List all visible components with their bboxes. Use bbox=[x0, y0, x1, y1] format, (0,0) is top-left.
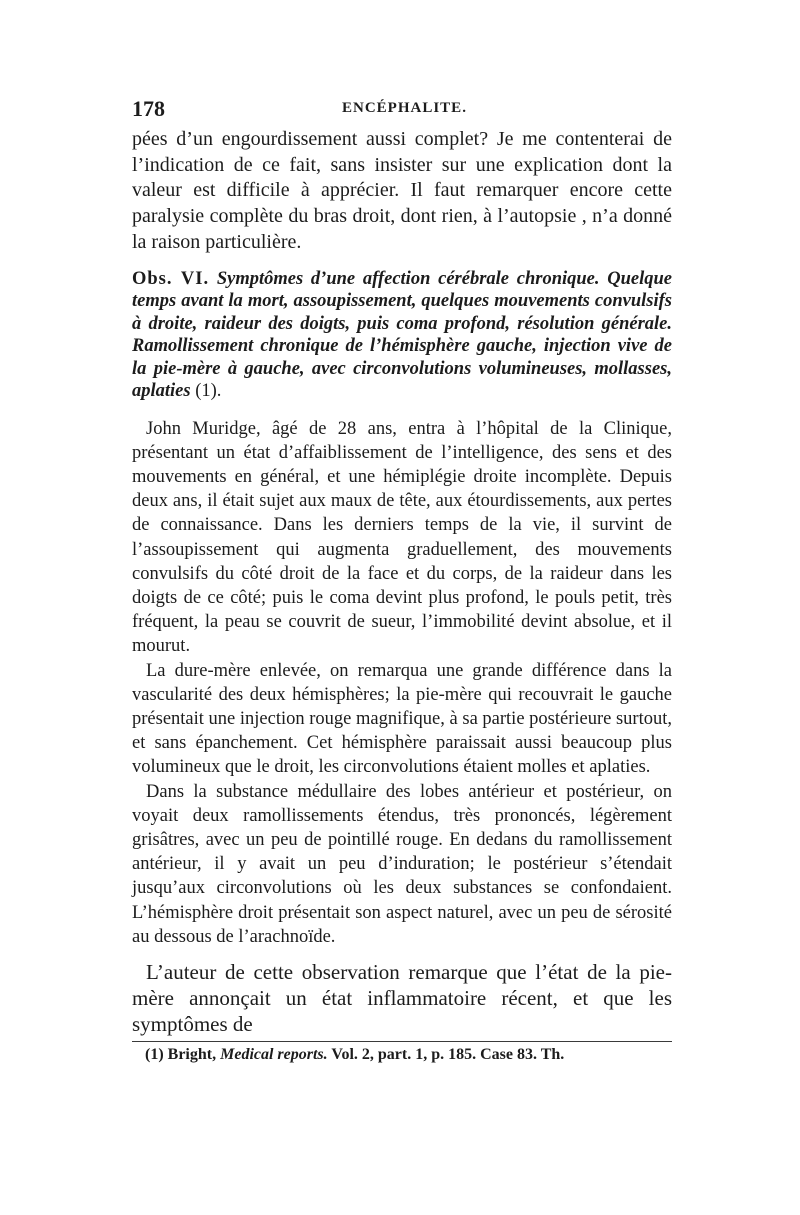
footnote-work-title: Medical reports. bbox=[220, 1046, 328, 1063]
closing-paragraph: L’auteur de cette observation remarque que l’état de la pie-mère annonçait un état inflammatoire récent, et que les symptômes de bbox=[132, 959, 672, 1036]
case-paragraph-3: Dans la substance médullaire des lobes antérieur et postérieur, on voyait deux ramollissements étendus, très prononcés, légèrement grisâtres, avec un peu de pointillé rouge. En dedans du ramollissement antérieur, il y avait un peu d’induration; le postérieur s’étendait jusqu’aux circonvolutions où les deux substances se confondaient. L’hémisphère droit présentait son aspect naturel, avec un peu de sérosité au dessous de l’arachnoïde. bbox=[132, 781, 672, 947]
page-header bbox=[132, 96, 672, 126]
observation-heading bbox=[132, 268, 672, 403]
observation-note-ref: (1). bbox=[190, 381, 222, 402]
case-paragraph-1: John Muridge, âgé de 28 ans, entra à l’hôpital de la Clinique, présentant un état d’affaiblissement de l’intelligence, des sens et des mouvements en général, et une hémiplégie droite incomplète. Depuis deux ans, il était sujet aux maux de tête, aux étourdissements, aux pertes de connaissance. Dans les derniers temps de la vie, il survint de l’assoupissement qui augmenta graduellement, des mouvements convulsifs du côté droit de la face et du corps, de la raideur dans les doigts de ce côté; puis le coma devint plus profond, le pouls petit, très fréquent, la peau se couvrit de sueur, l’immobilité devint absolue, et il mourut. bbox=[132, 418, 672, 657]
observation-title: Symptômes d’une affection cérébrale chronique. Quelque temps avant la mort, assoupissement, quelques mouvements convulsifs à droite, raideur des doigts, puis coma profond, résolution générale. Ramollissement chronique de l’hémisphère gauche, injection vive de la pie-mère à gauche, avec circonvolutions volumineuses, mollasses, aplaties bbox=[132, 268, 672, 402]
footnote-marker: (1) Bright, bbox=[145, 1046, 221, 1063]
observation-label: Obs. VI. bbox=[132, 268, 210, 289]
page-body bbox=[132, 127, 672, 1037]
footnote bbox=[145, 1046, 672, 1064]
page-number: 178 bbox=[132, 96, 165, 121]
case-paragraph-2: La dure-mère enlevée, on remarqua une grande différence dans la vascularité des deux hémisphères; la pie-mère qui recouvrait le gauche présentait une injection rouge magnifique, à sa partie postérieure surtout, et sans épanchement. Cet hémisphère paraissait aussi beaucoup plus volumineux que le droit, les circonvolutions étaient molles et aplaties. bbox=[132, 660, 672, 778]
footnote-details: Vol. 2, part. 1, p. 185. Case 83. Th. bbox=[327, 1046, 565, 1063]
intro-paragraph: pées d’un engourdissement aussi complet? Je me contenterai de l’indication de ce fait, sans insister sur une explication dont la valeur est difficile à apprécier. Il faut remarquer encore cette paralysie complète du bras droit, dont rien, à l’autopsie , n’a donné la raison particulière. bbox=[132, 128, 672, 253]
footnote-divider bbox=[132, 1041, 672, 1042]
running-title: ENCÉPHALITE. bbox=[342, 100, 467, 116]
